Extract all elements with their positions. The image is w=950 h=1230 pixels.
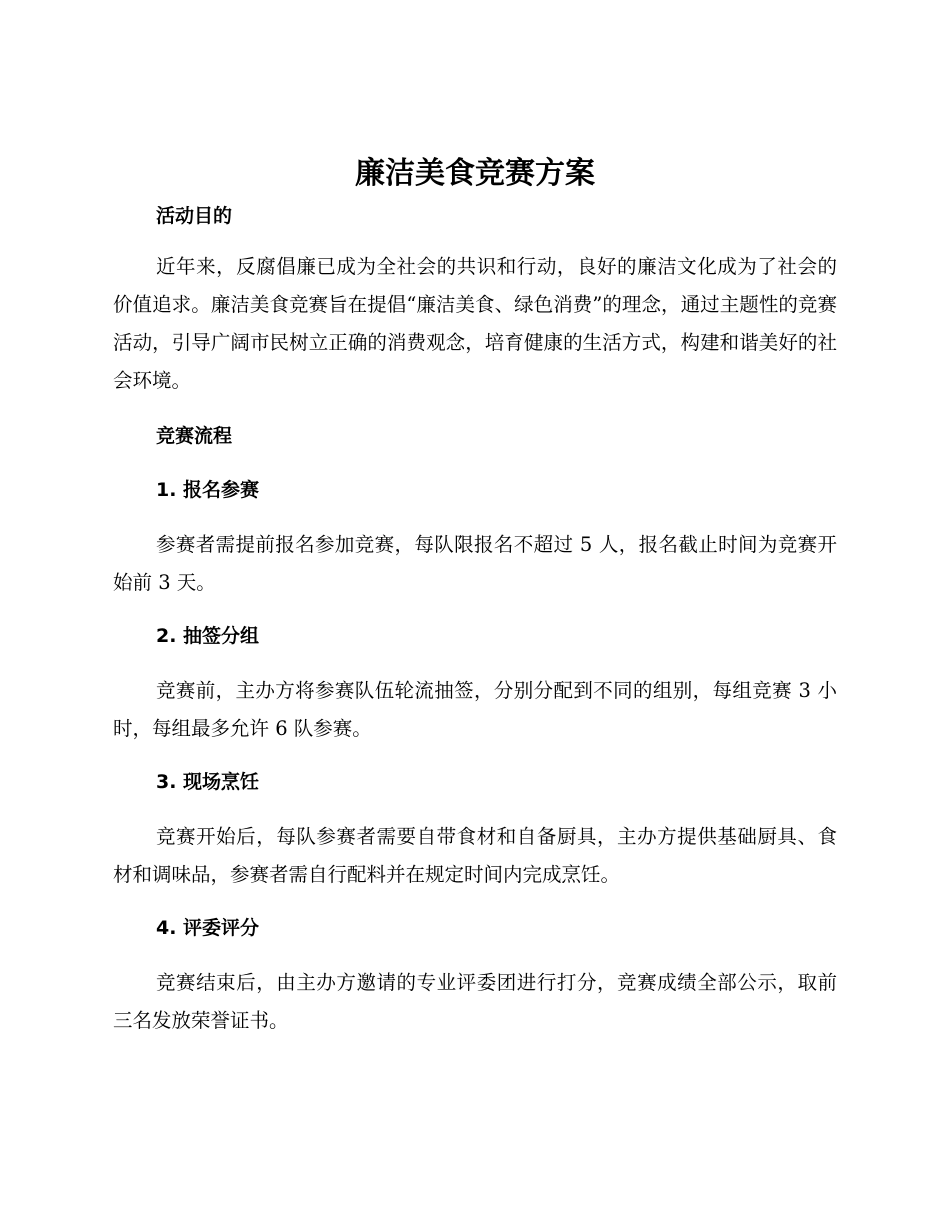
step-heading-grouping: 2. 抽签分组 xyxy=(156,625,260,647)
section-heading-process: 竞赛流程 xyxy=(156,425,233,447)
section-heading-purpose: 活动目的 xyxy=(156,205,233,227)
step-paragraph-judging: 竞赛结束后，由主办方邀请的专业评委团进行打分，竞赛成绩全部公示，取前三名发放荣誉证书。 xyxy=(113,971,837,1032)
section-paragraph-purpose: 近年来，反腐倡廉已成为全社会的共识和行动，良好的廉洁文化成为了社会的价值追求。廉洁美食竞赛旨在提倡“廉洁美食、绿色消费”的理念，通过主题性的竞赛活动，引导广阔市民树立正确的消费观念，培育健康的生活方式，构建和谐美好的社会环境。 xyxy=(113,255,837,392)
document-body xyxy=(113,148,837,1056)
step-paragraph-cooking: 竞赛开始后，每队参赛者需要自带食材和自备厨具，主办方提供基础厨具、食材和调味品，参赛者需自行配料并在规定时间内完成烹饪。 xyxy=(113,825,837,886)
step-heading-judging: 4. 评委评分 xyxy=(156,917,260,939)
step-heading-cooking: 3. 现场烹饪 xyxy=(156,771,260,793)
step-paragraph-registration: 参赛者需提前报名参加竞赛，每队限报名不超过 5 人，报名截止时间为竞赛开始前 3 天。 xyxy=(113,533,837,594)
document-title: 廉洁美食竞赛方案 xyxy=(355,156,595,191)
step-paragraph-grouping: 竞赛前，主办方将参赛队伍轮流抽签，分别分配到不同的组别，每组竞赛 3 小时，每组最多允许 6 队参赛。 xyxy=(113,679,837,740)
step-heading-registration: 1. 报名参赛 xyxy=(156,479,260,501)
